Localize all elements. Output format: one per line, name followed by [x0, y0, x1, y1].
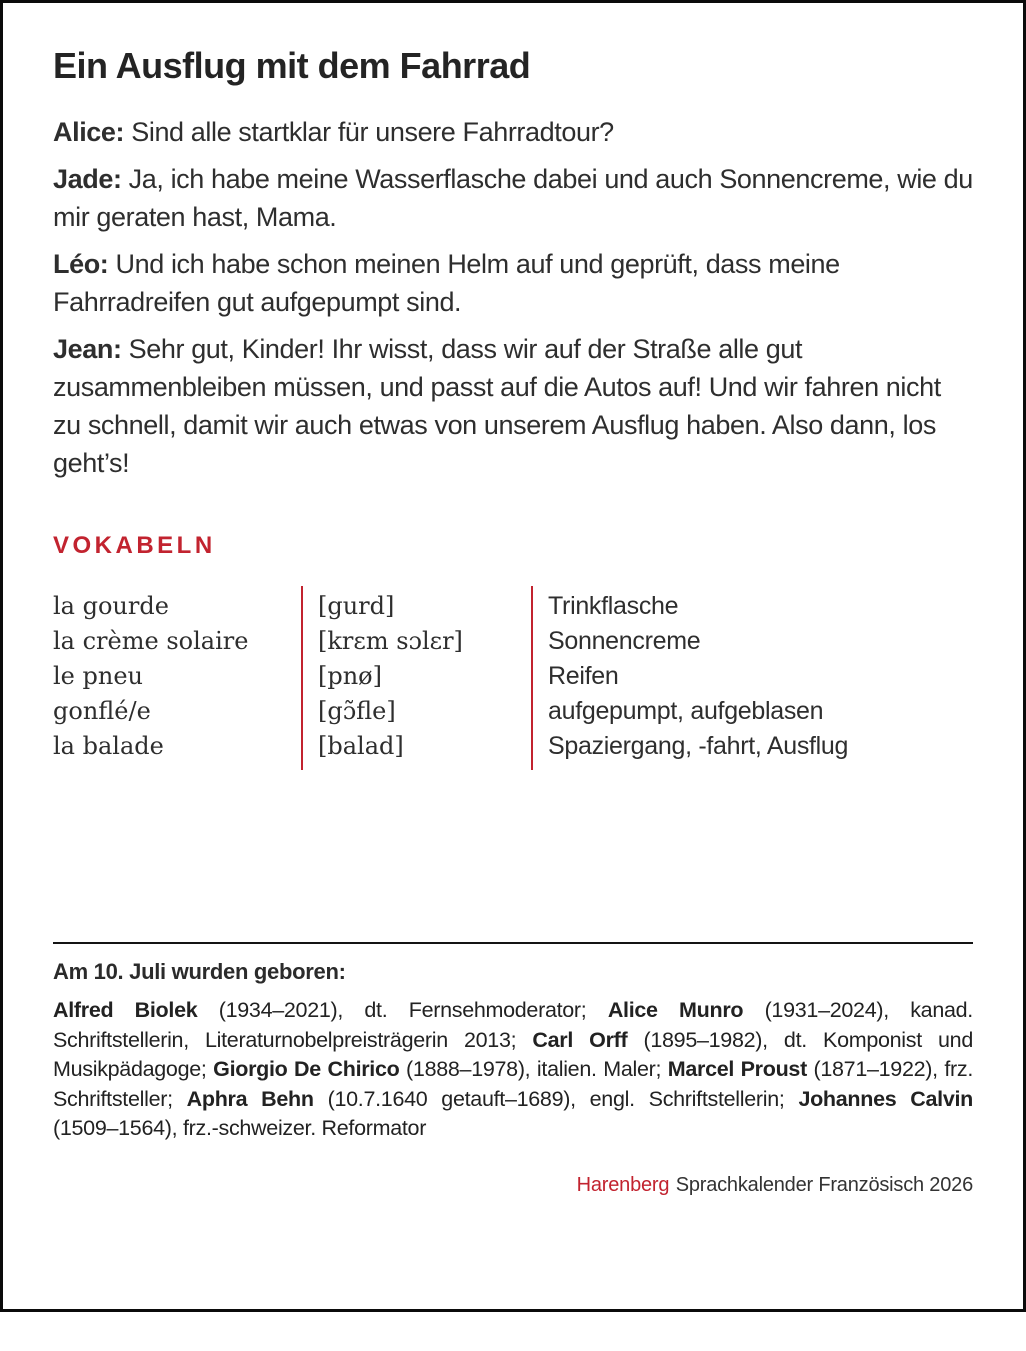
vocabulary-heading: VOKABELN — [53, 532, 216, 559]
speaker-text: Und ich habe schon meinen Helm auf und geprüft, dass meine Fahrradreifen gut aufgepumpt sind. — [53, 249, 840, 317]
brand-name: Harenberg — [576, 1173, 670, 1196]
person-name: Carl Orff — [532, 1027, 628, 1052]
page-content — [3, 45, 1023, 1351]
vocabulary-table — [53, 586, 973, 770]
vocab-ipa: [balad] — [318, 732, 404, 760]
speaker-name: Jean: — [53, 334, 122, 364]
person-info: (10.7.1640 getauft–1689), engl. Schriftstellerin; — [313, 1086, 799, 1111]
speaker-name: Alice: — [53, 117, 125, 147]
vocab-french-term: la crème solaire — [53, 627, 249, 655]
calendar-title: Sprachkalender Französisch 2026 — [675, 1173, 973, 1196]
vocab-ipa: [gurd] — [318, 592, 395, 620]
speaker-text: Sehr gut, Kinder! Ihr wisst, dass wir auf der Straße alle gut zusammenbleiben müssen, und passt auf die Autos auf! Und wir fahren nicht zu schnell, damit wir auch etwas von unserem Ausflug haben. Also dann, los geht’s! — [53, 334, 941, 478]
vocab-ipa: [pnø] — [318, 662, 382, 690]
person-info: (1509–1564), frz.-schweizer. Reformator — [53, 1116, 427, 1140]
person-info: (1888–1978), italien. Maler; — [399, 1057, 668, 1081]
speaker-name: Léo: — [53, 249, 109, 279]
vocab-german-translation: Spaziergang, -fahrt, Ausflug — [548, 732, 849, 760]
vocab-german-translation: Reifen — [548, 662, 619, 690]
person-info: (1871–1922), frz. Schriftsteller; — [53, 1057, 974, 1111]
vocab-column-german — [531, 586, 973, 770]
vocab-french-term: la balade — [53, 732, 164, 760]
person-name: Johannes Calvin — [798, 1086, 974, 1111]
section-divider-rule — [53, 942, 973, 944]
birthdays-heading: Am 10. Juli wurden geboren: — [53, 959, 346, 984]
vocab-column-french — [53, 586, 301, 770]
vocab-french-term: le pneu — [53, 662, 143, 690]
vocab-french-term: la gourde — [53, 592, 169, 620]
vocab-column-pronunciation — [301, 586, 531, 770]
vocab-german-translation: aufgepumpt, aufgeblasen — [548, 697, 824, 725]
speaker-name: Jade: — [53, 164, 122, 194]
dialogue-line — [53, 330, 973, 482]
person-info: (1934–2021), dt. Fernsehmoderator; — [197, 998, 608, 1022]
person-name: Aphra Behn — [186, 1086, 314, 1111]
person-name: Alice Munro — [607, 998, 744, 1022]
vocab-ipa: [gɔ̃fle] — [318, 697, 396, 725]
vocab-german-translation: Sonnencreme — [548, 627, 701, 655]
person-name: Marcel Proust — [667, 1057, 807, 1081]
birthdays-paragraph — [53, 996, 973, 1144]
page-title: Ein Ausflug mit dem Fahrrad — [53, 45, 531, 86]
speaker-text: Sind alle startklar für unsere Fahrradtour? — [131, 117, 614, 147]
dialogue-line — [53, 160, 973, 236]
person-name: Giorgio De Chirico — [213, 1057, 400, 1081]
dialogue-line — [53, 113, 973, 151]
speaker-text: Ja, ich habe meine Wasserflasche dabei und auch Sonnencreme, wie du mir geraten hast, Mama. — [53, 164, 973, 232]
vocab-ipa: [krɛm sɔlɛr] — [318, 627, 463, 655]
dialogue-section — [53, 113, 973, 482]
person-name: Alfred Biolek — [53, 998, 198, 1022]
dialogue-line — [53, 245, 973, 321]
vocab-german-translation: Trinkflasche — [548, 592, 679, 620]
person-info: (1895–1982), dt. Komponist und Musikpädagoge; — [53, 1027, 973, 1081]
vocab-french-term: gonflé/e — [53, 697, 151, 725]
footer-imprint — [53, 1174, 973, 1197]
person-info: (1931–2024), kanad. Schriftstellerin, Literaturnobelpreisträgerin 2013; — [53, 998, 973, 1052]
